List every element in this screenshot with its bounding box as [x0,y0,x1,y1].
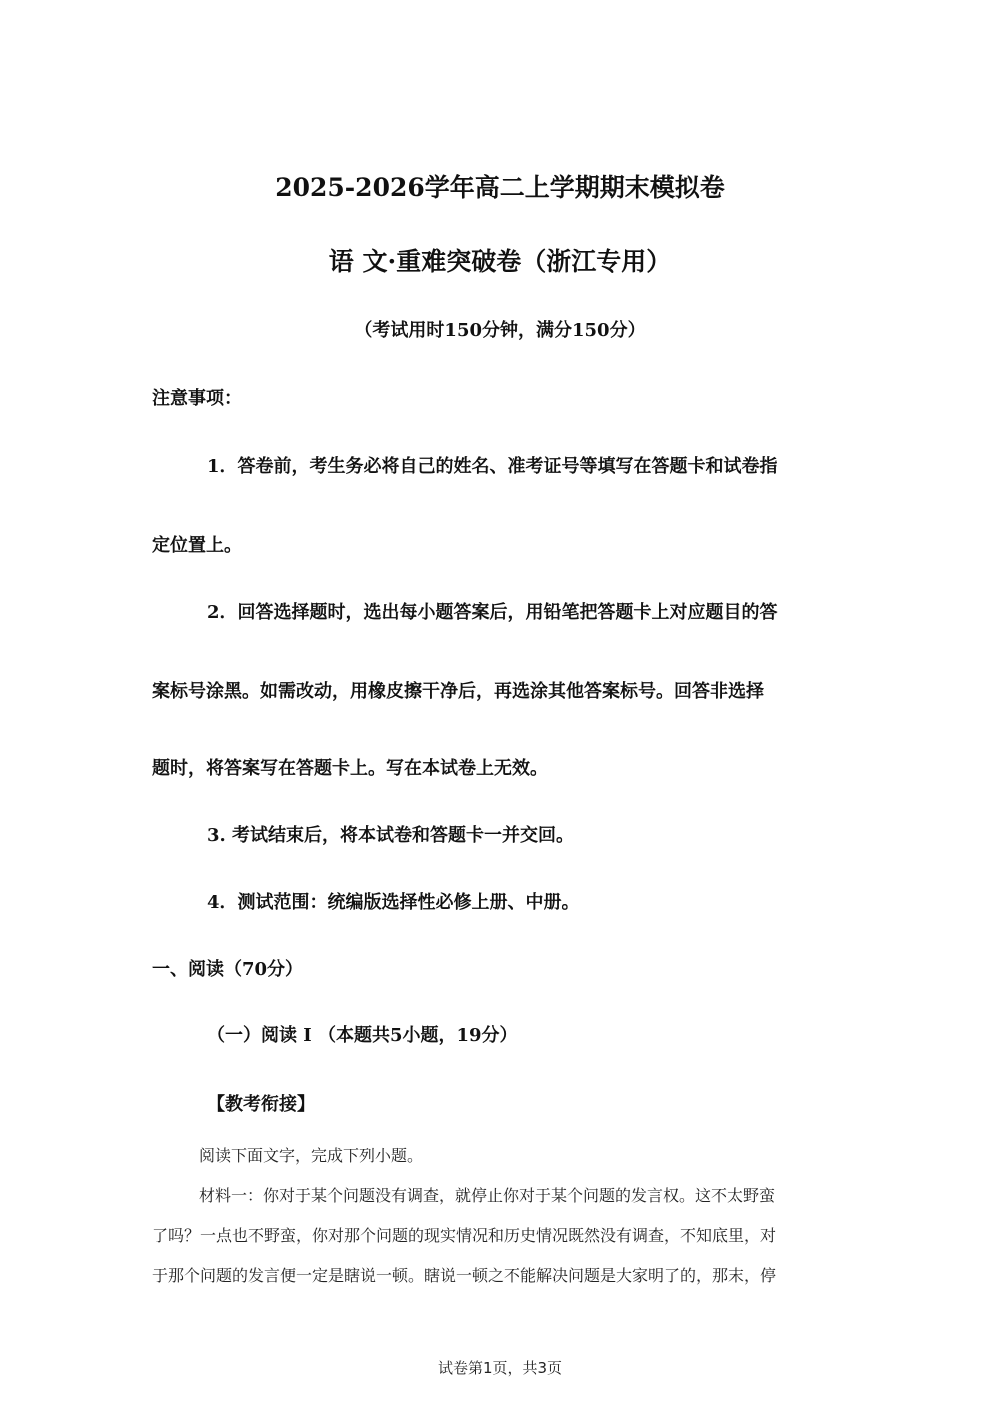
page-footer: 试卷第1页，共3页 [437,1359,563,1377]
passage-line-1: 材料一：你对于某个问题没有调查，就停止你对于某个问题的发言权。这不太野蛮 [199,1186,776,1205]
passage-line-3: 于那个问题的发言便一定是瞎说一顿。瞎说一顿之不能解决问题是大家明了的，那末，停 [152,1266,777,1285]
notice-item-4: 4．测试范围：统编版选择性必修上册、中册。 [207,892,580,913]
notice-item-3: 3. 考试结束后，将本试卷和答题卡一并交回。 [207,825,575,846]
exam-duration-note: （考试用时150分钟，满分150分） [354,320,646,341]
notice-item-2-cont: 案标号涂黑。如需改动，用橡皮擦干净后，再选涂其他答案标号。回答非选择 [152,681,764,702]
exam-subject-title: 语 文·重难突破卷（浙江专用） [328,247,672,276]
reading-instruction: 阅读下面文字，完成下列小题。 [199,1146,424,1165]
notice-item-1-cont: 定位置上。 [152,535,242,556]
notice-item-2: 2．回答选择题时，选出每小题答案后，用铅笔把答题卡上对应题目的答 [207,602,778,623]
passage-line-2: 了吗？一点也不野蛮，你对那个问题的现实情况和历史情况既然没有调查，不知底里，对 [152,1226,777,1245]
notice-item-2-cont2: 题时，将答案写在答题卡上。写在本试卷上无效。 [152,758,548,779]
notice-item-1: 1．答卷前，考生务必将自己的姓名、准考证号等填写在答题卡和试卷指 [207,456,778,477]
section-heading-reading: 一、阅读（70分） [152,959,304,980]
tag-heading: 【教考衔接】 [207,1094,315,1115]
notice-heading: 注意事项： [152,388,242,409]
exam-title: 2025-2026学年高二上学期期末模拟卷 [275,173,725,202]
subsection-heading-reading-1: （一）阅读 I （本题共5小题，19分） [207,1025,518,1046]
